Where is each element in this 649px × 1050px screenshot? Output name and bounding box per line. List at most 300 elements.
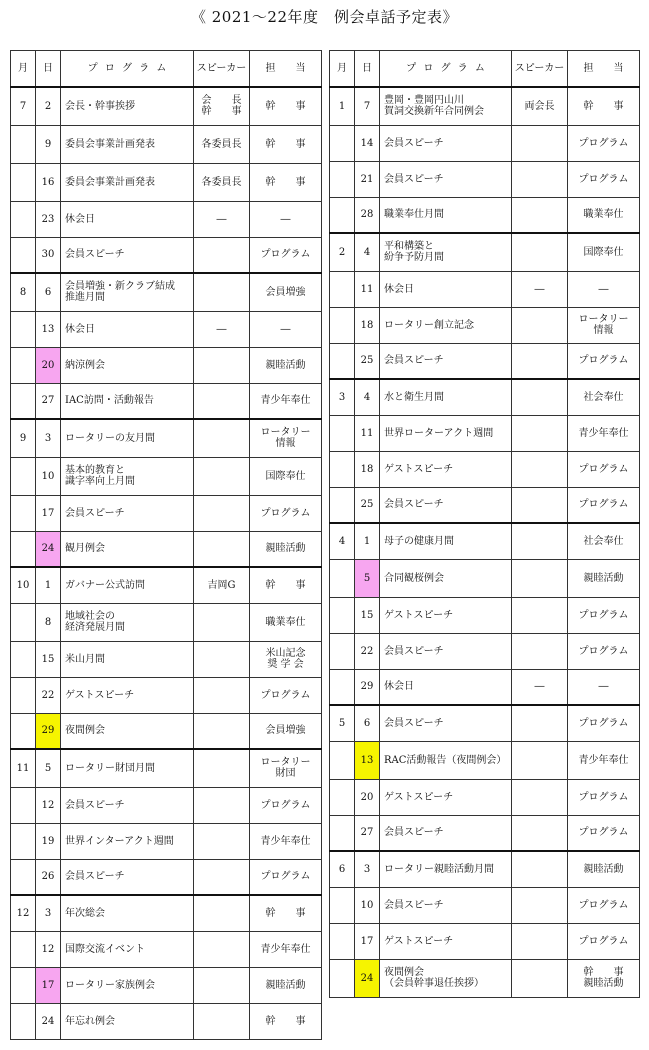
speaker-cell <box>512 779 568 815</box>
day-cell: 3 <box>355 851 380 887</box>
schedule-row <box>330 559 640 597</box>
schedule-row <box>11 967 322 1003</box>
month-cell: 7 <box>11 87 36 125</box>
header-program: プ ロ グ ラ ム <box>61 51 194 88</box>
month-cell <box>330 887 355 923</box>
dept-cell: 幹 事 <box>250 87 322 125</box>
speaker-cell <box>194 237 250 273</box>
schedule-row <box>330 633 640 669</box>
program-cell: ガバナー公式訪問 <box>61 567 194 603</box>
dept-cell: プログラム <box>568 597 640 633</box>
header-speaker: スピーカー <box>194 51 250 88</box>
day-cell: 28 <box>355 197 380 233</box>
dept-cell: プログラム <box>250 237 322 273</box>
day-cell: 22 <box>355 633 380 669</box>
dept-cell: 米山記念 奨 学 会 <box>250 641 322 677</box>
speaker-cell <box>512 125 568 161</box>
dept-cell: 幹 事 親睦活動 <box>568 959 640 997</box>
day-cell: 17 <box>355 923 380 959</box>
program-cell: 休会日 <box>380 271 512 307</box>
program-cell: 平和構築と 紛争予防月間 <box>380 233 512 271</box>
program-cell: 会員スピーチ <box>380 887 512 923</box>
day-cell: 13 <box>36 311 61 347</box>
speaker-cell <box>194 895 250 931</box>
program-cell: ロータリー親睦活動月間 <box>380 851 512 887</box>
dept-cell: 幹 事 <box>250 1003 322 1039</box>
speaker-cell <box>194 1003 250 1039</box>
day-cell: 12 <box>36 931 61 967</box>
program-cell: ゲストスピーチ <box>61 677 194 713</box>
program-cell: 年忘れ例会 <box>61 1003 194 1039</box>
dept-cell: プログラム <box>568 487 640 523</box>
dept-cell: 親睦活動 <box>250 967 322 1003</box>
program-cell: 会員増強・新クラブ結成 推進月間 <box>61 273 194 311</box>
day-cell: 3 <box>36 895 61 931</box>
month-cell <box>330 197 355 233</box>
schedule-row <box>330 379 640 415</box>
program-cell: 水と衛生月間 <box>380 379 512 415</box>
day-cell: 24 <box>36 531 61 567</box>
month-cell: 6 <box>330 851 355 887</box>
dept-cell: プログラム <box>568 705 640 741</box>
dept-cell: プログラム <box>568 451 640 487</box>
program-cell: 米山月間 <box>61 641 194 677</box>
schedule-row <box>330 197 640 233</box>
program-cell: ゲストスピーチ <box>380 451 512 487</box>
schedule-row <box>11 677 322 713</box>
program-cell: 会員スピーチ <box>380 705 512 741</box>
month-cell <box>11 641 36 677</box>
month-cell <box>11 823 36 859</box>
schedule-row <box>330 271 640 307</box>
header-dept: 担 当 <box>250 51 322 88</box>
schedule-row <box>11 457 322 495</box>
program-cell: ロータリー財団月間 <box>61 749 194 787</box>
day-cell: 11 <box>355 415 380 451</box>
day-cell: 17 <box>36 495 61 531</box>
month-cell <box>330 415 355 451</box>
program-cell: 国際交流イベント <box>61 931 194 967</box>
dept-cell: 会員増強 <box>250 273 322 311</box>
day-cell: 24 <box>36 1003 61 1039</box>
dept-cell: 会員増強 <box>250 713 322 749</box>
dept-cell: ― <box>250 311 322 347</box>
day-cell: 20 <box>355 779 380 815</box>
speaker-cell: ― <box>512 669 568 705</box>
speaker-cell <box>512 343 568 379</box>
speaker-cell: 各委員長 <box>194 163 250 201</box>
day-cell: 24 <box>355 959 380 997</box>
program-cell: 夜間例会 <box>61 713 194 749</box>
schedule-row <box>11 201 322 237</box>
program-cell: 会員スピーチ <box>380 125 512 161</box>
speaker-cell <box>512 523 568 559</box>
day-cell: 6 <box>36 273 61 311</box>
dept-cell: プログラム <box>568 779 640 815</box>
program-cell: 観月例会 <box>61 531 194 567</box>
dept-cell: 親睦活動 <box>250 347 322 383</box>
dept-cell: プログラム <box>568 125 640 161</box>
month-cell <box>11 787 36 823</box>
dept-cell: ロータリー 財団 <box>250 749 322 787</box>
month-cell: 1 <box>330 87 355 125</box>
month-cell <box>330 779 355 815</box>
schedule-row <box>11 273 322 311</box>
month-cell <box>11 677 36 713</box>
schedule-row <box>330 923 640 959</box>
day-cell: 15 <box>36 641 61 677</box>
schedule-row <box>11 1003 322 1039</box>
program-cell: 世界ローターアクト週間 <box>380 415 512 451</box>
day-cell: 5 <box>355 559 380 597</box>
speaker-cell <box>512 197 568 233</box>
speaker-cell <box>512 851 568 887</box>
program-cell: 休会日 <box>61 201 194 237</box>
schedule-row <box>330 233 640 271</box>
schedule-row <box>11 347 322 383</box>
schedule-row <box>330 705 640 741</box>
month-cell <box>330 669 355 705</box>
dept-cell: 青少年奉仕 <box>568 741 640 779</box>
program-cell: 会員スピーチ <box>380 343 512 379</box>
program-cell: 会員スピーチ <box>61 495 194 531</box>
day-cell: 1 <box>36 567 61 603</box>
speaker-cell <box>194 823 250 859</box>
day-cell: 21 <box>355 161 380 197</box>
program-cell: 委員会事業計画発表 <box>61 163 194 201</box>
dept-cell: 幹 事 <box>250 125 322 163</box>
speaker-cell <box>194 967 250 1003</box>
speaker-cell <box>512 379 568 415</box>
schedule-row <box>330 125 640 161</box>
speaker-cell <box>194 495 250 531</box>
day-cell: 9 <box>36 125 61 163</box>
month-cell: 3 <box>330 379 355 415</box>
dept-cell: 幹 事 <box>250 895 322 931</box>
dept-cell: プログラム <box>568 923 640 959</box>
month-cell <box>11 347 36 383</box>
day-cell: 26 <box>36 859 61 895</box>
header-month: 月 <box>11 51 36 88</box>
day-cell: 30 <box>36 237 61 273</box>
day-cell: 15 <box>355 597 380 633</box>
speaker-cell <box>512 559 568 597</box>
month-cell: 2 <box>330 233 355 271</box>
schedule-row <box>330 597 640 633</box>
program-cell: ゲストスピーチ <box>380 923 512 959</box>
program-cell: 会員スピーチ <box>380 815 512 851</box>
schedule-table-left <box>10 50 322 1040</box>
dept-cell: プログラム <box>250 787 322 823</box>
schedule-row <box>330 415 640 451</box>
dept-cell: プログラム <box>568 633 640 669</box>
dept-cell: プログラム <box>568 343 640 379</box>
dept-cell: ― <box>250 201 322 237</box>
speaker-cell <box>512 959 568 997</box>
program-cell: 母子の健康月間 <box>380 523 512 559</box>
speaker-cell: 両会長 <box>512 87 568 125</box>
schedule-row <box>330 487 640 523</box>
program-cell: 職業奉仕月間 <box>380 197 512 233</box>
program-cell: 会員スピーチ <box>380 161 512 197</box>
month-cell <box>330 559 355 597</box>
speaker-cell: ― <box>194 311 250 347</box>
month-cell <box>330 959 355 997</box>
schedule-row <box>330 161 640 197</box>
speaker-cell <box>194 641 250 677</box>
month-cell <box>11 311 36 347</box>
month-cell <box>11 713 36 749</box>
dept-cell: 青少年奉仕 <box>250 383 322 419</box>
day-cell: 11 <box>355 271 380 307</box>
speaker-cell <box>194 457 250 495</box>
day-cell: 4 <box>355 233 380 271</box>
day-cell: 1 <box>355 523 380 559</box>
schedule-row <box>330 779 640 815</box>
dept-cell: 青少年奉仕 <box>250 823 322 859</box>
schedule-row <box>11 641 322 677</box>
speaker-cell <box>194 931 250 967</box>
speaker-cell <box>512 487 568 523</box>
day-cell: 3 <box>36 419 61 457</box>
header-day: 日 <box>355 51 380 88</box>
month-cell <box>330 271 355 307</box>
month-cell <box>11 163 36 201</box>
day-cell: 29 <box>36 713 61 749</box>
day-cell: 27 <box>355 815 380 851</box>
day-cell: 4 <box>355 379 380 415</box>
month-cell <box>330 307 355 343</box>
dept-cell: 幹 事 <box>250 163 322 201</box>
day-cell: 13 <box>355 741 380 779</box>
program-cell: 会長・幹事挨拶 <box>61 87 194 125</box>
program-cell: 基本的教育と 識字率向上月間 <box>61 457 194 495</box>
schedule-row <box>330 451 640 487</box>
month-cell <box>11 531 36 567</box>
speaker-cell <box>512 887 568 923</box>
month-cell <box>330 633 355 669</box>
day-cell: 10 <box>36 457 61 495</box>
day-cell: 7 <box>355 87 380 125</box>
speaker-cell: ― <box>512 271 568 307</box>
month-cell <box>11 495 36 531</box>
month-cell <box>330 815 355 851</box>
month-cell <box>11 1003 36 1039</box>
day-cell: 17 <box>36 967 61 1003</box>
speaker-cell <box>512 597 568 633</box>
day-cell: 22 <box>36 677 61 713</box>
dept-cell: 国際奉仕 <box>568 233 640 271</box>
day-cell: 12 <box>36 787 61 823</box>
schedule-row <box>11 125 322 163</box>
speaker-cell: 吉岡G <box>194 567 250 603</box>
program-cell: 年次総会 <box>61 895 194 931</box>
month-cell <box>330 125 355 161</box>
schedule-row <box>11 713 322 749</box>
month-cell <box>330 161 355 197</box>
schedule-row <box>11 87 322 125</box>
dept-cell: ロータリー 情報 <box>250 419 322 457</box>
speaker-cell <box>194 677 250 713</box>
day-cell: 2 <box>36 87 61 125</box>
month-cell <box>11 383 36 419</box>
month-cell <box>330 923 355 959</box>
month-cell <box>330 741 355 779</box>
program-cell: 夜間例会 （会員幹事退任挨拶） <box>380 959 512 997</box>
schedule-table-right <box>329 50 640 998</box>
header-row <box>11 51 322 88</box>
dept-cell: 青少年奉仕 <box>568 415 640 451</box>
header-row <box>330 51 640 88</box>
dept-cell: プログラム <box>568 815 640 851</box>
dept-cell: 職業奉仕 <box>568 197 640 233</box>
program-cell: ロータリーの友月間 <box>61 419 194 457</box>
speaker-cell <box>194 383 250 419</box>
schedule-row <box>11 311 322 347</box>
program-cell: 委員会事業計画発表 <box>61 125 194 163</box>
month-cell: 10 <box>11 567 36 603</box>
dept-cell: 親睦活動 <box>250 531 322 567</box>
schedule-row <box>11 603 322 641</box>
day-cell: 5 <box>36 749 61 787</box>
day-cell: 25 <box>355 343 380 379</box>
schedule-row <box>11 383 322 419</box>
speaker-cell <box>512 451 568 487</box>
schedule-row <box>11 859 322 895</box>
month-cell <box>11 125 36 163</box>
dept-cell: ― <box>568 271 640 307</box>
month-cell <box>330 487 355 523</box>
speaker-cell <box>194 787 250 823</box>
schedule-row <box>330 669 640 705</box>
speaker-cell <box>512 161 568 197</box>
month-cell <box>11 603 36 641</box>
schedule-row <box>11 749 322 787</box>
speaker-cell <box>194 531 250 567</box>
speaker-cell <box>512 233 568 271</box>
month-cell: 8 <box>11 273 36 311</box>
schedule-row <box>330 307 640 343</box>
dept-cell: 親睦活動 <box>568 851 640 887</box>
day-cell: 16 <box>36 163 61 201</box>
dept-cell: プログラム <box>250 495 322 531</box>
month-cell <box>11 859 36 895</box>
speaker-cell: ― <box>194 201 250 237</box>
program-cell: 会員スピーチ <box>61 859 194 895</box>
day-cell: 20 <box>36 347 61 383</box>
speaker-cell <box>512 705 568 741</box>
program-cell: 世界インターアクト週間 <box>61 823 194 859</box>
speaker-cell: 会 長 幹 事 <box>194 87 250 125</box>
dept-cell: 幹 事 <box>250 567 322 603</box>
schedule-row <box>330 523 640 559</box>
month-cell <box>11 931 36 967</box>
dept-cell: ロータリー 情報 <box>568 307 640 343</box>
speaker-cell <box>194 419 250 457</box>
speaker-cell <box>512 415 568 451</box>
schedule-row <box>11 419 322 457</box>
speaker-cell <box>194 603 250 641</box>
schedule-row <box>330 815 640 851</box>
schedule-row <box>330 343 640 379</box>
dept-cell: 国際奉仕 <box>250 457 322 495</box>
program-cell: 休会日 <box>380 669 512 705</box>
program-cell: ゲストスピーチ <box>380 779 512 815</box>
schedule-row <box>330 959 640 997</box>
schedule-row <box>11 931 322 967</box>
day-cell: 25 <box>355 487 380 523</box>
speaker-cell <box>194 347 250 383</box>
dept-cell: 幹 事 <box>568 87 640 125</box>
dept-cell: 青少年奉仕 <box>250 931 322 967</box>
day-cell: 29 <box>355 669 380 705</box>
page-title: 《 2021～22年度 例会卓話予定表》 <box>190 8 459 26</box>
program-cell: RAC活動報告（夜間例会） <box>380 741 512 779</box>
dept-cell: 社会奉仕 <box>568 379 640 415</box>
month-cell: 5 <box>330 705 355 741</box>
month-cell <box>330 343 355 379</box>
schedule-row <box>330 741 640 779</box>
schedule-row <box>330 87 640 125</box>
month-cell: 4 <box>330 523 355 559</box>
dept-cell: プログラム <box>250 677 322 713</box>
schedule-row <box>11 823 322 859</box>
schedule-row <box>11 567 322 603</box>
program-cell: ゲストスピーチ <box>380 597 512 633</box>
header-program: プ ロ グ ラ ム <box>380 51 512 88</box>
program-cell: 休会日 <box>61 311 194 347</box>
month-cell: 12 <box>11 895 36 931</box>
schedule-row <box>11 895 322 931</box>
schedule-row <box>330 887 640 923</box>
schedule-row <box>11 495 322 531</box>
dept-cell: ― <box>568 669 640 705</box>
month-cell: 11 <box>11 749 36 787</box>
header-day: 日 <box>36 51 61 88</box>
dept-cell: プログラム <box>250 859 322 895</box>
day-cell: 8 <box>36 603 61 641</box>
dept-cell: 職業奉仕 <box>250 603 322 641</box>
program-cell: IAC訪問・活動報告 <box>61 383 194 419</box>
header-month: 月 <box>330 51 355 88</box>
month-cell <box>11 201 36 237</box>
month-cell: 9 <box>11 419 36 457</box>
header-speaker: スピーカー <box>512 51 568 88</box>
dept-cell: 親睦活動 <box>568 559 640 597</box>
speaker-cell <box>194 273 250 311</box>
speaker-cell <box>194 859 250 895</box>
program-cell: 納涼例会 <box>61 347 194 383</box>
schedule-row <box>11 787 322 823</box>
speaker-cell <box>512 741 568 779</box>
schedule-row <box>11 163 322 201</box>
speaker-cell <box>194 749 250 787</box>
dept-cell: 社会奉仕 <box>568 523 640 559</box>
program-cell: 会員スピーチ <box>380 633 512 669</box>
month-cell <box>11 457 36 495</box>
schedule-row <box>11 237 322 273</box>
speaker-cell <box>512 307 568 343</box>
dept-cell: プログラム <box>568 161 640 197</box>
speaker-cell <box>512 633 568 669</box>
day-cell: 14 <box>355 125 380 161</box>
program-cell: 会員スピーチ <box>61 787 194 823</box>
program-cell: 合同観桜例会 <box>380 559 512 597</box>
program-cell: 会員スピーチ <box>61 237 194 273</box>
speaker-cell <box>194 713 250 749</box>
speaker-cell <box>512 815 568 851</box>
day-cell: 18 <box>355 451 380 487</box>
